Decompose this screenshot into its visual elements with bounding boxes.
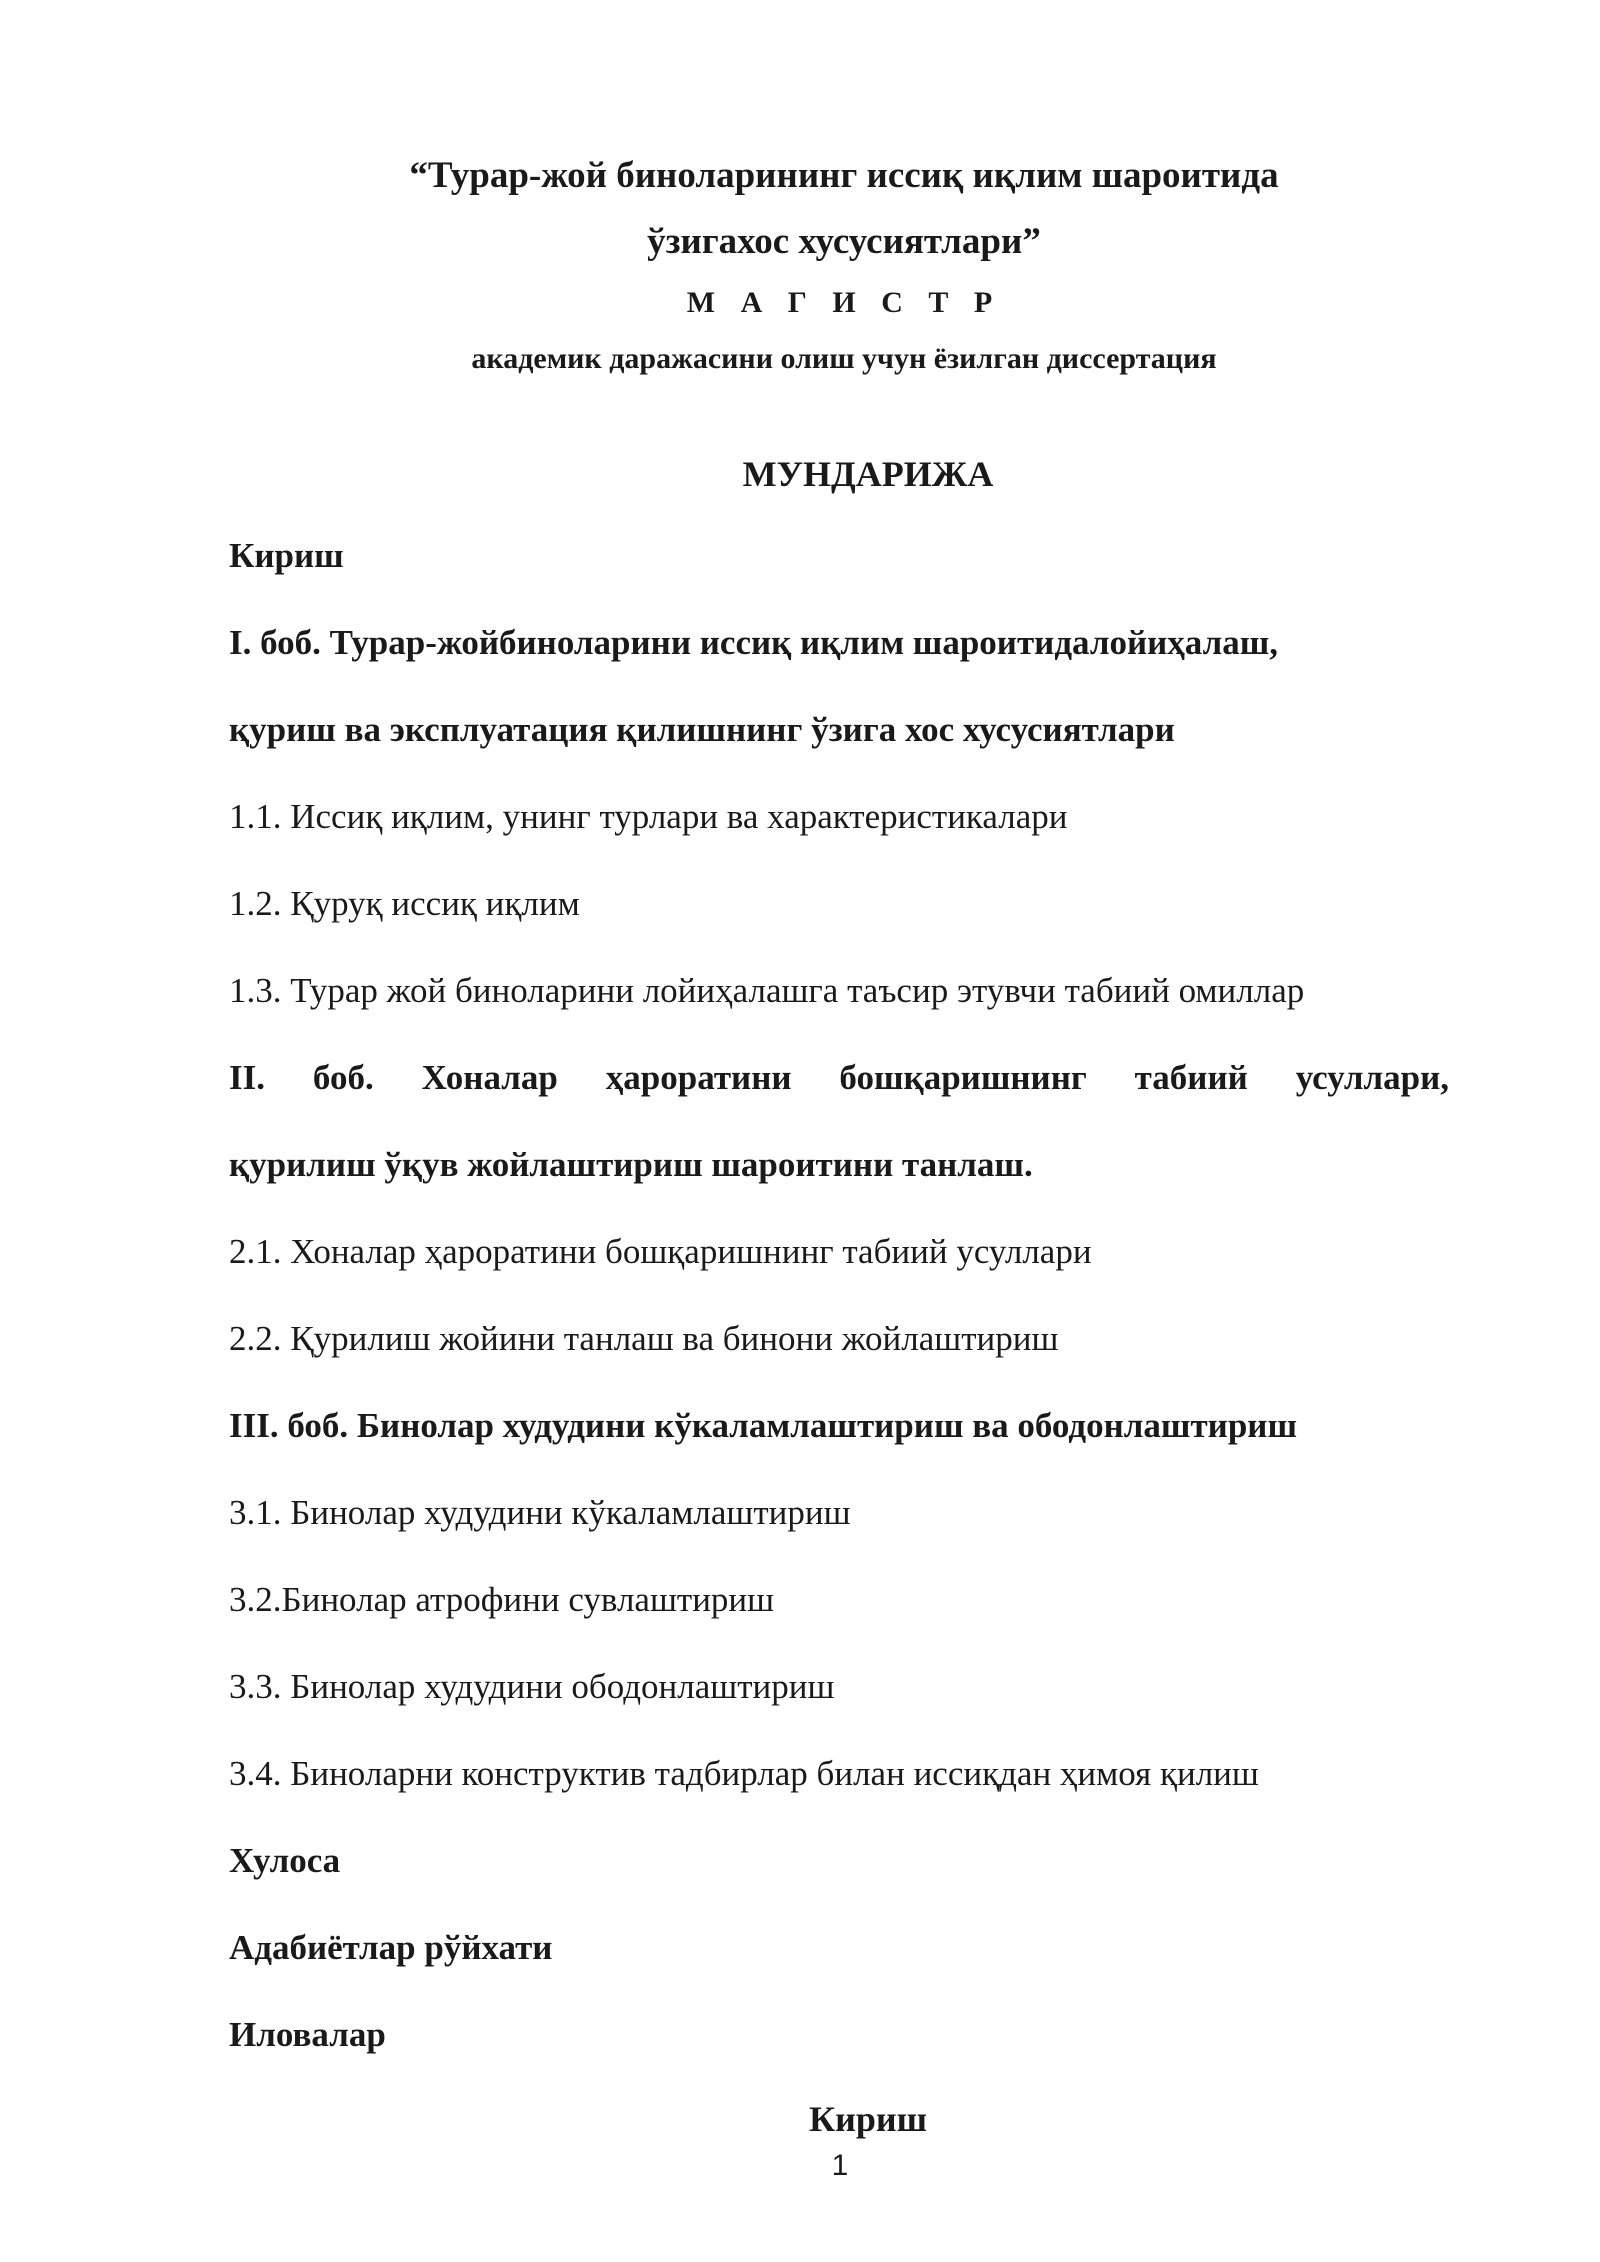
toc-item-2-1: 2.1. Хоналар ҳароратини бошқаришнинг табиий усуллари (229, 1232, 1092, 1271)
toc-item-chapter-3: III. боб. Бинолар худудини кўкаламлаштириш ва ободонлаштириш (229, 1406, 1298, 1445)
degree-label: М А Г И С Т Р (686, 286, 1002, 319)
toc-item-2-2: 2.2. Қурилиш жойини танлаш ва бинони жойлаштириш (229, 1319, 1059, 1358)
toc-item-1-3: 1.3. Турар жой биноларини лойиҳалашга таъсир этувчи табиий омиллар (229, 971, 1305, 1010)
toc-item-chapter-2: II. боб. Хоналар ҳароратини бошқаришнинг табиий усуллари, (229, 1058, 1449, 1097)
toc-item-appendices: Иловалар (229, 2015, 386, 2054)
title-line-1: “Турар-жой биноларининг иссиқ иқлим шароитида (409, 155, 1279, 196)
title-line-2: ўзигахос хусусиятлари” (647, 221, 1041, 262)
section-heading-introduction: Кириш (808, 2099, 927, 2139)
page-number: 1 (831, 2149, 849, 2182)
toc-item-introduction: Кириш (229, 536, 344, 575)
toc-item-3-3: 3.3. Бинолар худудини ободонлаштириш (229, 1667, 835, 1706)
toc-item-chapter-1-cont: қуриш ва эксплуатация қилишнинг ўзига хос хусусиятлари (229, 710, 1175, 749)
toc-item-chapter-1: I. боб. Турар-жойбиноларини иссиқ иқлим шароитидалойиҳалаш, (229, 623, 1279, 662)
toc-item-conclusion: Хулоса (229, 1841, 341, 1880)
toc-item-3-1: 3.1. Бинолар худудини кўкаламлаштириш (229, 1493, 851, 1532)
toc-item-1-1: 1.1. Иссиқ иқлим, унинг турлари ва характеристикалари (229, 797, 1068, 836)
toc-item-chapter-2-cont: қурилиш ўқув жойлаштириш шароитини танлаш. (229, 1145, 1033, 1184)
toc-item-3-2: 3.2.Бинолар атрофини сувлаштириш (229, 1580, 775, 1619)
toc-item-1-2: 1.2. Қуруқ иссиқ иқлим (229, 884, 580, 923)
toc-item-3-4: 3.4. Биноларни конструктив тадбирлар билан иссиқдан ҳимоя қилиш (229, 1754, 1259, 1793)
dissertation-subtitle: академик даражасини олиш учун ёзилган диссертация (471, 342, 1217, 375)
toc-heading: МУНДАРИЖА (742, 454, 994, 494)
toc-item-references: Адабиётлар рўйхати (229, 1928, 553, 1967)
